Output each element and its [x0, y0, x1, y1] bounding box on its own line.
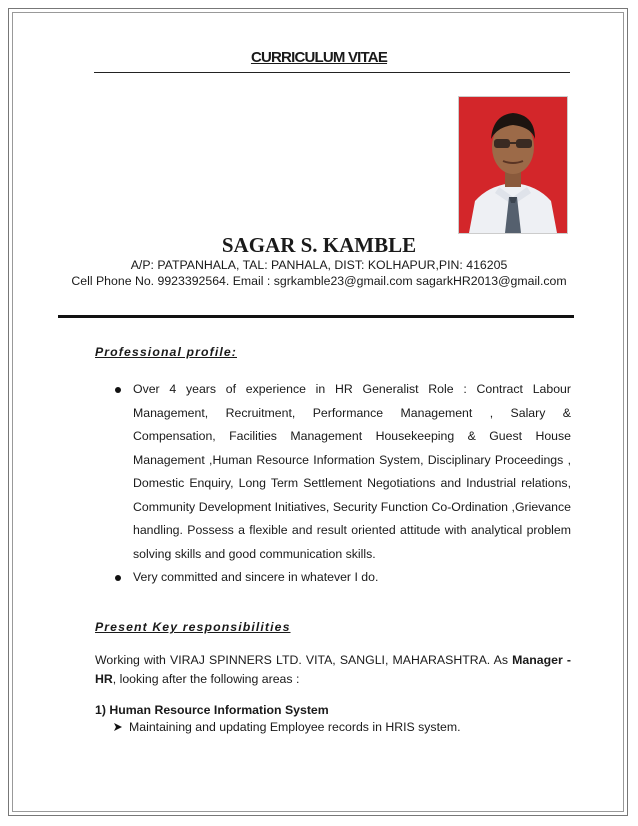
title-rule	[94, 72, 570, 73]
job-role: Manager - HR	[95, 653, 571, 686]
candidate-contact: Cell Phone No. 9923392564. Email : sgrkamble23@gmail.com sagarkHR2013@gmail.com	[71, 274, 567, 288]
bullet-icon	[115, 387, 121, 393]
list-item	[115, 566, 571, 590]
hris-item-text: Maintaining and updating Employee records in HRIS system.	[129, 720, 461, 734]
person-portrait-icon	[459, 97, 567, 233]
profile-bullet-list	[115, 378, 571, 590]
employment-intro: Working with VIRAJ SPINNERS LTD. VITA, SANGLI, MAHARASHTRA. As	[95, 653, 513, 667]
bullet-text: Over 4 years of experience in HR Generalist Role : Contract Labour Management, Recruitment, Performance Management , Salary & Compensation, Facilities Management Housekeeping & Guest House Management ,Human Resource Information System, Disciplinary Proceedings , Domestic Enquiry, Long Term Settlement Negotiations and Industrial relations, Community Development Initiatives, Security Function Co-Ordination ,Grievance handling. Possess a flexible and result oriented attitude with analytical problem solving skills and good communication skills.	[133, 382, 571, 561]
arrow-bullet-icon	[113, 720, 129, 734]
employment-intro-tail: , looking after the following areas :	[112, 672, 300, 686]
profile-section-title: Professional profile:	[95, 345, 237, 359]
list-item	[115, 378, 571, 566]
document-title: CURRICULUM VITAE	[250, 49, 388, 66]
list-item	[113, 720, 461, 734]
candidate-address: A/P: PATPANHALA, TAL: PANHALA, DIST: KOLHAPUR,PIN: 416205	[130, 258, 508, 272]
hris-subheading: 1) Human Resource Information System	[95, 703, 329, 717]
bullet-text: Very committed and sincere in whatever I do.	[133, 570, 379, 584]
candidate-name: SAGAR S. KAMBLE	[221, 233, 417, 257]
employment-paragraph	[95, 651, 571, 689]
bullet-icon	[115, 575, 121, 581]
header-divider	[58, 315, 574, 318]
profile-photo	[458, 96, 568, 234]
responsibilities-section-title: Present Key responsibilities	[95, 620, 291, 634]
